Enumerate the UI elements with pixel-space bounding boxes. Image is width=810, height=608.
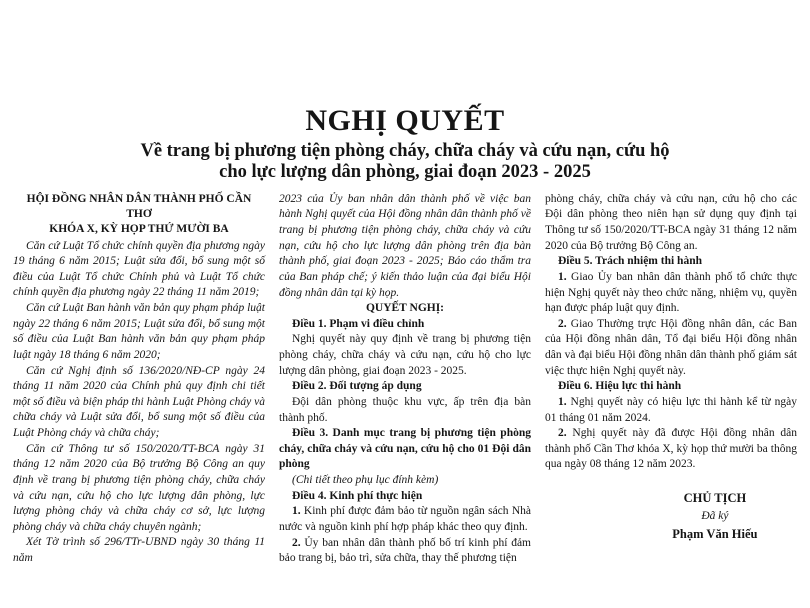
citation-continuation-paragraph: 2023 của Ủy ban nhân dân thành phố về việc ban hành Nghị quyết của Hội đồng nhân dân thành phố về trang bị phương tiện phòng cháy, chữa cháy và cứu nạn, cứu hộ cho lực lượng dân phòng trên địa bàn thành phố, giai đoạn 2023 - 2025; Báo cáo thẩm tra của Ban pháp chế; ý kiến thảo luận của đại biểu Hội đồng nhân dân tại kỳ họp. (279, 192, 531, 299)
article-1-body: Nghị quyết này quy định về trang bị phương tiện phòng cháy, chữa cháy và cứu nạn, cứu hộ cho lực lượng dân phòng, giai đoạn 2023 - 2025. (279, 333, 531, 377)
clause-number: 1. (292, 505, 301, 518)
article-3-heading: Điều 3. Danh mục trang bị phương tiện phòng cháy, chữa cháy và cứu nạn, cứu hộ cho 01 Đội dân phòng (279, 427, 531, 471)
article-6-clause-1 (545, 395, 797, 426)
issuer-heading-line-2: KHÓA X, KỲ HỌP THỨ MƯỜI BA (49, 222, 229, 235)
signer-name: Phạm Văn Hiếu (672, 527, 758, 542)
clause-text: Nghị quyết này đã được Hội đồng nhân dân thành phố Cần Thơ khóa X, kỳ họp thứ mười ba thông qua ngày 08 tháng 12 năm 2023. (545, 427, 797, 471)
article-1-heading: Điều 1. Phạm vi điều chỉnh (292, 317, 425, 330)
article-6-heading: Điều 6. Hiệu lực thi hành (558, 380, 682, 393)
clause-text: Nghị quyết này có hiệu lực thi hành kể từ ngày 01 tháng 01 năm 2024. (545, 395, 797, 424)
clause-text: Kinh phí được đảm bảo từ nguồn ngân sách Nhà nước và nguồn kinh phí hợp pháp khác theo quy định. (279, 505, 531, 533)
clause-number: 2. (558, 427, 567, 440)
clause-number: 1. (558, 270, 567, 283)
article-2-heading: Điều 2. Đối tượng áp dụng (292, 380, 422, 393)
article-5-clause-1 (545, 270, 797, 317)
signed-label: Đã ký (701, 509, 729, 522)
article-4-heading: Điều 4. Kinh phí thực hiện (292, 489, 423, 502)
citation-paragraph: Căn cứ Thông tư số 150/2020/TT-BCA ngày 31 tháng 12 năm 2020 của Bộ trưởng Bộ Công an quy định về trang bị phương tiện phòng cháy, chữa cháy và cứu nạn, cứu hộ cho lực lượng dân phòng, lực lượng phòng cháy và chữa cháy cơ sở, lực lượng phòng cháy và chữa cháy chuyên ngành; (13, 442, 265, 533)
document-title: NGHỊ QUYẾT (305, 104, 505, 137)
citation-paragraph: Căn cứ Luật Ban hành văn bản quy phạm pháp luật ngày 22 tháng 6 năm 2015; Luật sửa đổi, bổ sung một số điều của Luật Ban hành văn bản quy phạm pháp luật ngày 18 tháng 6 năm 2020; (13, 302, 265, 361)
clause-number: 1. (558, 395, 567, 408)
article-4-continuation: phòng cháy, chữa cháy và cứu nạn, cứu hộ cho các Đội dân phòng theo niên hạn sử dụng quy định tại Thông tư số 150/2020/TT-BCA ngày 31 tháng 12 năm 2020 của Bộ trưởng Bộ Công an. (545, 192, 797, 252)
citation-paragraph: Căn cứ Luật Tổ chức chính quyền địa phương ngày 19 tháng 6 năm 2015; Luật sửa đổi, bổ sung một số điều của Luật Tổ chức Chính phủ và Luật Tổ chức chính quyền địa phương ngày 22 tháng 11 năm 2019; (13, 239, 265, 299)
issuer-heading (13, 192, 265, 237)
document-body-columns (0, 192, 810, 567)
article-5-clause-2 (545, 317, 797, 380)
subtitle-line-2: cho lực lượng dân phòng, giai đoạn 2023 - 2025 (219, 161, 591, 182)
article-6-clause-2 (545, 426, 797, 473)
clause-text: Giao Thường trực Hội đồng nhân dân, các Ban của Hội đồng nhân dân, Tổ đại biểu Hội đồng nhân dân và đại biểu Hội đồng nhân dân thành phố giám sát việc thực hiện Nghị quyết này. (545, 317, 797, 377)
citation-paragraph: Căn cứ Nghị định số 136/2020/NĐ-CP ngày 24 tháng 11 năm 2020 của Chính phủ quy định chi tiết một số điều và biện pháp thi hành Luật Phòng cháy và chữa cháy và Luật sửa đổi, bổ sung một số điều của Luật Phòng cháy và chữa cháy; (13, 364, 265, 440)
article-5-heading: Điều 5. Trách nhiệm thi hành (558, 255, 702, 268)
article-4-clause-1 (279, 504, 531, 535)
issuer-heading-line-1: HỘI ĐỒNG NHÂN DÂN THÀNH PHỐ CẦN THƠ (26, 192, 252, 220)
clause-text: Giao Ủy ban nhân dân thành phố tổ chức thực hiện Nghị quyết này theo chức năng, nhiệm vụ, quyền hạn được pháp luật quy định. (545, 270, 797, 315)
clause-number: 2. (292, 536, 301, 549)
clause-text: Ủy ban nhân dân thành phố bố trí kinh phí đảm bảo trang bị, bảo trì, sửa chữa, thay thế phương tiện (279, 536, 531, 565)
resolve-heading: QUYẾT NGHỊ: (365, 302, 445, 315)
signer-title: CHỦ TỊCH (683, 491, 747, 506)
column-2 (279, 192, 531, 567)
signature-block (637, 489, 793, 544)
article-3-note: (Chi tiết theo phụ lục đính kèm) (292, 474, 439, 487)
document-subtitle (0, 141, 810, 183)
citation-paragraph: Xét Tờ trình số 296/TTr-UBND ngày 30 tháng 11 năm (13, 536, 265, 565)
column-3 (545, 192, 797, 567)
column-1 (13, 192, 265, 567)
clause-number: 2. (558, 317, 567, 330)
subtitle-line-1: Về trang bị phương tiện phòng cháy, chữa cháy và cứu nạn, cứu hộ (140, 141, 670, 161)
article-4-clause-2 (279, 536, 531, 567)
article-2-body: Đội dân phòng thuộc khu vực, ấp trên địa bàn thành phố. (279, 395, 531, 424)
